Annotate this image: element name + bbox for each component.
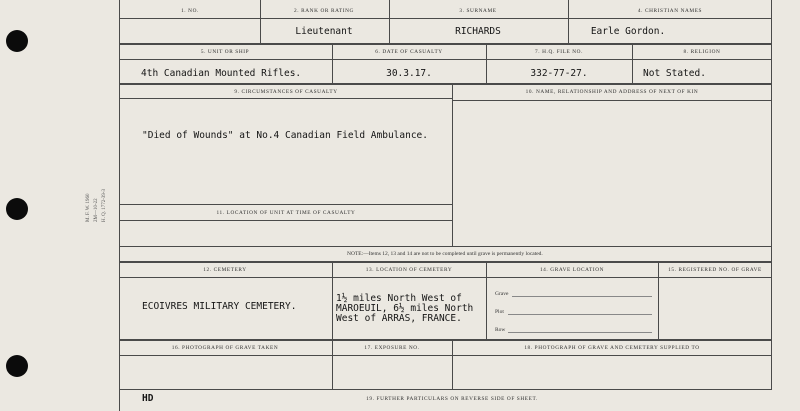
header-religion: 8. RELIGION bbox=[683, 49, 721, 55]
surname-value: RICHARDS bbox=[455, 26, 501, 37]
location-cemetery-line2: MAROEUIL, 6½ miles North bbox=[336, 303, 474, 314]
cemetery-value: ECOIVRES MILITARY CEMETERY. bbox=[142, 301, 297, 312]
side-print-3: H. Q. 1772-39-3 bbox=[102, 188, 107, 222]
rule-row2-bottom bbox=[119, 83, 772, 85]
rule-loc-unit-header bbox=[119, 220, 452, 221]
col-grave-left bbox=[486, 262, 487, 340]
col-christian-left bbox=[568, 0, 569, 44]
plot-label: Plot bbox=[495, 309, 504, 315]
rule-row5-top bbox=[119, 339, 772, 341]
grave-label: Grave bbox=[495, 291, 509, 297]
religion-value: Not Stated. bbox=[643, 68, 706, 79]
col-kin-left bbox=[452, 84, 453, 246]
plot-line bbox=[508, 314, 652, 315]
header-further-particulars: 19. FURTHER PARTICULARS ON REVERSE SIDE OF SHEET. bbox=[366, 396, 538, 402]
christian-names-value: Earle Gordon. bbox=[590, 26, 666, 37]
col-loc-cem-left bbox=[332, 262, 333, 390]
binder-hole-bottom bbox=[6, 355, 28, 377]
header-location-unit: 11. LOCATION OF UNIT AT TIME OF CASUALTY bbox=[216, 210, 356, 216]
initials-value: HD bbox=[142, 393, 154, 404]
binder-hole-middle bbox=[6, 198, 28, 220]
header-circumstances: 9. CIRCUMSTANCES OF CASUALTY bbox=[234, 89, 338, 95]
unit-value: 4th Canadian Mounted Rifles. bbox=[141, 68, 302, 79]
header-surname: 3. SURNAME bbox=[459, 8, 497, 14]
row-line bbox=[508, 332, 652, 333]
rule-row4-top bbox=[119, 261, 772, 263]
col-reg-left bbox=[658, 262, 659, 340]
binder-hole-top bbox=[6, 30, 28, 52]
header-exposure: 17. EXPOSURE NO. bbox=[364, 345, 420, 351]
header-next-of-kin: 10. NAME, RELATIONSHIP AND ADDRESS OF NEXT OF KIN bbox=[525, 89, 699, 95]
col-hq-left bbox=[486, 44, 487, 84]
rule-row1-mid bbox=[119, 18, 772, 19]
header-photo-taken: 16. PHOTOGRAPH OF GRAVE TAKEN bbox=[171, 345, 279, 351]
rule-kin-header bbox=[452, 100, 772, 101]
location-cemetery-line3: West of ARRAS, FRANCE. bbox=[336, 313, 462, 324]
col-date-left bbox=[332, 44, 333, 84]
rule-circ-header bbox=[119, 98, 452, 99]
header-cemetery: 12. CEMETERY bbox=[203, 267, 247, 273]
grave-line bbox=[512, 296, 652, 297]
col-rank-left bbox=[260, 0, 261, 44]
side-print-2: 2M—10-22 bbox=[94, 198, 99, 222]
rule-note-top bbox=[119, 246, 772, 247]
rule-row4-header bbox=[119, 277, 772, 278]
header-photo-supplied: 18. PHOTOGRAPH OF GRAVE AND CEMETERY SUPPLIED TO bbox=[524, 345, 700, 351]
side-print-1: M. F. W. 1960 bbox=[86, 193, 91, 222]
header-registered-no: 15. REGISTERED NO. OF GRAVE bbox=[668, 267, 762, 273]
header-hq-file: 7. H.Q. FILE NO. bbox=[535, 49, 583, 55]
row-label: Row bbox=[495, 327, 506, 333]
rule-row1-bottom bbox=[119, 43, 772, 45]
col-photo-supplied-left bbox=[452, 340, 453, 390]
hq-file-value: 332-77-27. bbox=[530, 68, 588, 79]
rule-row6-top bbox=[119, 389, 772, 390]
border-left bbox=[119, 0, 120, 411]
header-christian-names: 4. CHRISTIAN NAMES bbox=[637, 8, 703, 14]
header-no: 1. NO. bbox=[181, 8, 199, 14]
header-date: 6. DATE OF CASUALTY bbox=[375, 49, 443, 55]
rank-value: Lieutenant bbox=[295, 26, 353, 37]
date-value: 30.3.17. bbox=[386, 68, 432, 79]
col-surname-left bbox=[389, 0, 390, 44]
header-rank: 2. RANK OR RATING bbox=[294, 8, 354, 14]
grave-permanence-note: NOTE:—Items 12, 13 and 14 are not to be completed until grave is permanently located. bbox=[347, 251, 543, 257]
circumstances-value: "Died of Wounds" at No.4 Canadian Field Ambulance. bbox=[142, 130, 428, 141]
header-location-cemetery: 13. LOCATION OF CEMETERY bbox=[365, 267, 453, 273]
location-cemetery-line1: 1½ miles North West of bbox=[336, 293, 462, 304]
header-grave-location: 14. GRAVE LOCATION bbox=[539, 267, 605, 273]
rule-row5-header bbox=[119, 355, 772, 356]
rule-row2-mid bbox=[119, 59, 772, 60]
col-religion-left bbox=[632, 44, 633, 84]
rule-loc-unit-top bbox=[119, 204, 452, 205]
header-unit: 5. UNIT OR SHIP bbox=[200, 49, 250, 55]
